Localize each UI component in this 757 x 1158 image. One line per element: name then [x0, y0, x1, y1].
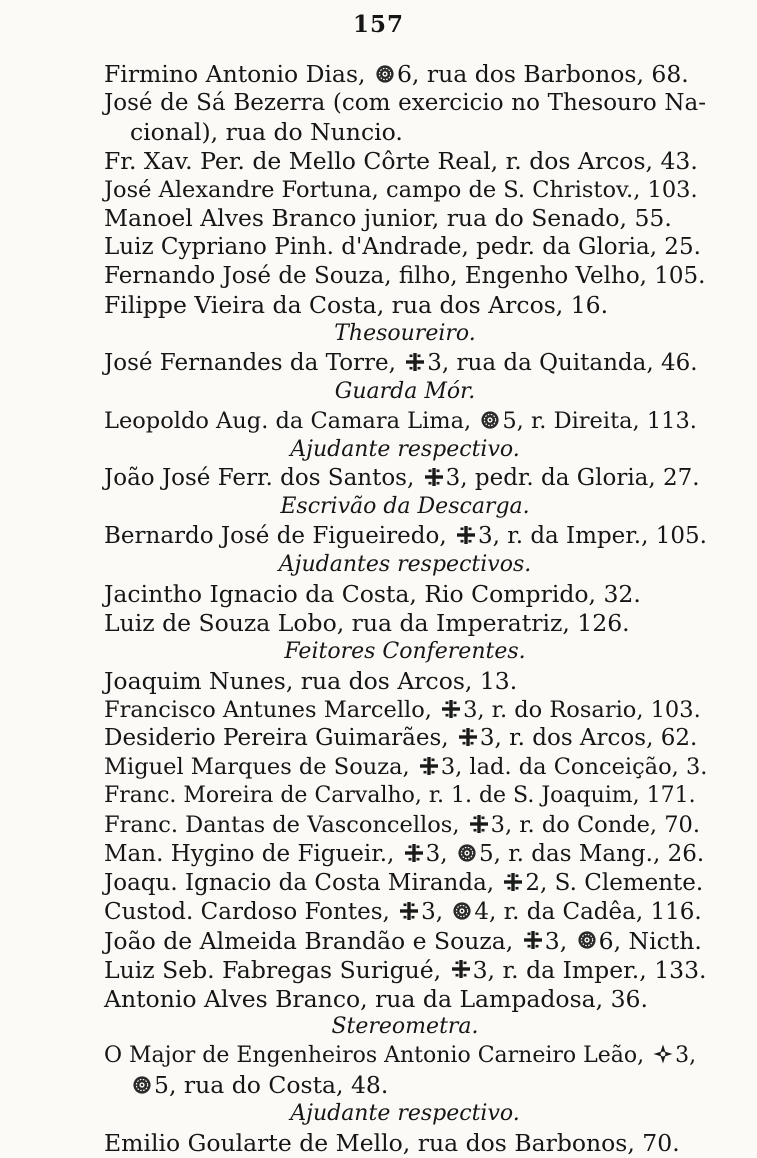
entry-text: Emilio Goularte de Mello, rua dos Barbonos, 70.	[104, 1128, 680, 1157]
rose-medal-icon	[457, 843, 477, 863]
entry-text: 3, r. do Conde, 70.	[490, 812, 701, 839]
entry-text: Franc. Moreira de Carvalho, r. 1. de S. Joaquim, 171.	[104, 783, 696, 809]
entry-text: 6, Nicth.	[598, 926, 702, 955]
entry-text: Jacintho Ignacio da Costa, Rio Comprido, 32.	[104, 580, 641, 609]
entry-text: João José Ferr. dos Santos,	[104, 465, 422, 492]
entry-text: 5, rua do Costa, 48.	[154, 1071, 389, 1100]
entry-line	[104, 609, 706, 638]
entry-text: cional), rua do Nuncio.	[130, 117, 403, 146]
entry-line	[104, 898, 706, 927]
entry-line	[104, 464, 706, 493]
entry-text: 4, r. da Cadêa, 116.	[474, 898, 702, 925]
star-order-icon	[653, 1044, 673, 1064]
entry-text: Firmino Antonio Dias,	[104, 60, 373, 88]
entry-text: 5, r. das Mang., 26.	[478, 841, 705, 868]
entry-text: O Major de Engenheiros Antonio Carneiro Leão,	[104, 1043, 652, 1069]
entry-text: Fr. Xav. Per. de Mello Côrte Real, r. dos Arcos, 43.	[104, 146, 698, 175]
section-heading-thesoureiro: Thesoureiro.	[334, 321, 476, 347]
entry-line	[104, 667, 706, 696]
entry-line	[104, 782, 706, 811]
entry-text: Bernardo José de Figueiredo,	[104, 523, 454, 550]
directory-list	[104, 60, 706, 1158]
order-cross-icon	[424, 467, 444, 487]
rose-medal-icon	[132, 1075, 152, 1095]
entry-line	[104, 840, 706, 869]
entry-text: 3, r. da Imper., 105.	[477, 523, 707, 550]
order-cross-icon	[441, 699, 461, 719]
order-cross-icon	[523, 930, 543, 950]
entry-line	[104, 1071, 706, 1100]
entry-line	[104, 927, 706, 956]
entry-text: João de Almeida Brandão e Souza,	[104, 926, 521, 955]
order-cross-icon	[458, 727, 478, 747]
section-heading-ajudantes-respectivos: Ajudantes respectivos.	[278, 552, 532, 578]
entry-text: Antonio Alves Branco, rua da Lampadosa, 36.	[104, 984, 648, 1013]
entry-line	[104, 176, 706, 205]
rose-medal-icon	[480, 410, 500, 430]
page-number: 157	[352, 11, 404, 38]
rose-medal-icon	[577, 930, 597, 950]
entry-text: 3,	[544, 926, 575, 955]
order-cross-icon	[456, 525, 476, 545]
section-heading-stereometra: Stereometra.	[331, 1014, 479, 1040]
entry-text: Luiz de Souza Lobo, rua da Imperatriz, 126.	[104, 608, 630, 637]
entry-line	[104, 291, 706, 320]
entry-text: José Fernandes da Torre,	[104, 349, 404, 376]
order-cross-icon	[404, 843, 424, 863]
entry-line	[104, 580, 706, 609]
entry-text: 3, r. dos Arcos, 62.	[479, 725, 698, 752]
entry-text: 3, lad. da Conceição, 3.	[440, 754, 708, 781]
section-heading-feitores-conferentes: Feitores Conferentes.	[284, 638, 526, 664]
entry-text: Joaquim Nunes, rua dos Arcos, 13.	[104, 666, 518, 695]
section-heading-ajudante-respectivo: Ajudante respectivo.	[290, 436, 520, 462]
entry-text: 3, rua da Quitanda, 46.	[427, 349, 698, 376]
entry-text: José Alexandre Fortuna, campo de S. Christov., 103.	[104, 176, 698, 203]
entry-text: 3, pedr. da Gloria, 27.	[445, 465, 700, 492]
entry-line	[104, 407, 706, 436]
entry-text: 3,	[425, 841, 455, 868]
entry-text: Miguel Marques de Souza,	[104, 754, 417, 781]
order-cross-icon	[469, 814, 489, 834]
rose-medal-icon	[452, 901, 472, 921]
entry-text: Fernando José de Souza, filho, Engenho Velho, 105.	[104, 263, 706, 290]
entry-line	[104, 985, 706, 1014]
entry-line	[104, 262, 706, 291]
entry-text: Francisco Antunes Marcello,	[104, 696, 440, 723]
section-heading-escriv-o-da-descarga: Escrivão da Descarga.	[280, 494, 530, 520]
entry-text: Manoel Alves Branco junior, rua do Senado, 55.	[104, 204, 672, 233]
entry-line	[104, 753, 706, 782]
entry-text: 5, r. Direita, 113.	[502, 407, 697, 434]
entry-line	[104, 811, 706, 840]
entry-line	[104, 89, 706, 118]
entry-line	[104, 869, 706, 898]
order-cross-icon	[405, 352, 425, 372]
entry-line	[104, 147, 706, 176]
entry-text: 3,	[421, 898, 451, 925]
entry-text: Filippe Vieira da Costa, rua dos Arcos, 16.	[104, 291, 609, 320]
entry-text: 2, S. Clemente.	[525, 869, 704, 896]
entry-line	[104, 204, 706, 233]
section-heading-ajudante-respectivo: Ajudante respectivo.	[290, 1101, 520, 1127]
entry-line	[104, 349, 706, 378]
entry-line	[104, 118, 706, 147]
entry-text: Custod. Cardoso Fontes,	[104, 898, 398, 925]
entry-line	[104, 724, 706, 753]
entry-text: 6, rua dos Barbonos, 68.	[396, 60, 689, 88]
entry-text: Leopoldo Aug. da Camara Lima,	[104, 407, 479, 434]
entry-text: 3, r. da Imper., 133.	[472, 955, 707, 984]
order-cross-icon	[451, 959, 471, 979]
entry-line	[104, 233, 706, 262]
entry-text: Desiderio Pereira Guimarães,	[104, 725, 456, 752]
order-cross-icon	[419, 756, 439, 776]
entry-text: Franc. Dantas de Vasconcellos,	[104, 812, 467, 839]
entry-line	[104, 60, 706, 89]
entry-text: 3,	[675, 1043, 697, 1069]
entry-line	[104, 696, 706, 725]
entry-line	[104, 1042, 706, 1071]
entry-text: José de Sá Bezerra (com exercicio no Thesouro Na-	[104, 89, 706, 116]
entry-text: Luiz Seb. Fabregas Surigué,	[104, 955, 449, 984]
entry-line	[104, 1129, 706, 1158]
order-cross-icon	[399, 901, 419, 921]
section-heading-guarda-m-r: Guarda Mór.	[334, 378, 476, 404]
order-cross-icon	[503, 872, 523, 892]
entry-text: Joaqu. Ignacio da Costa Miranda,	[104, 869, 502, 896]
entry-line	[104, 522, 706, 551]
entry-line	[104, 956, 706, 985]
entry-text: 3, r. do Rosario, 103.	[463, 696, 701, 723]
rose-medal-icon	[375, 64, 395, 84]
entry-text: Man. Hygino de Figueir.,	[104, 841, 402, 868]
entry-text: Luiz Cypriano Pinh. d'Andrade, pedr. da Gloria, 25.	[104, 234, 701, 261]
